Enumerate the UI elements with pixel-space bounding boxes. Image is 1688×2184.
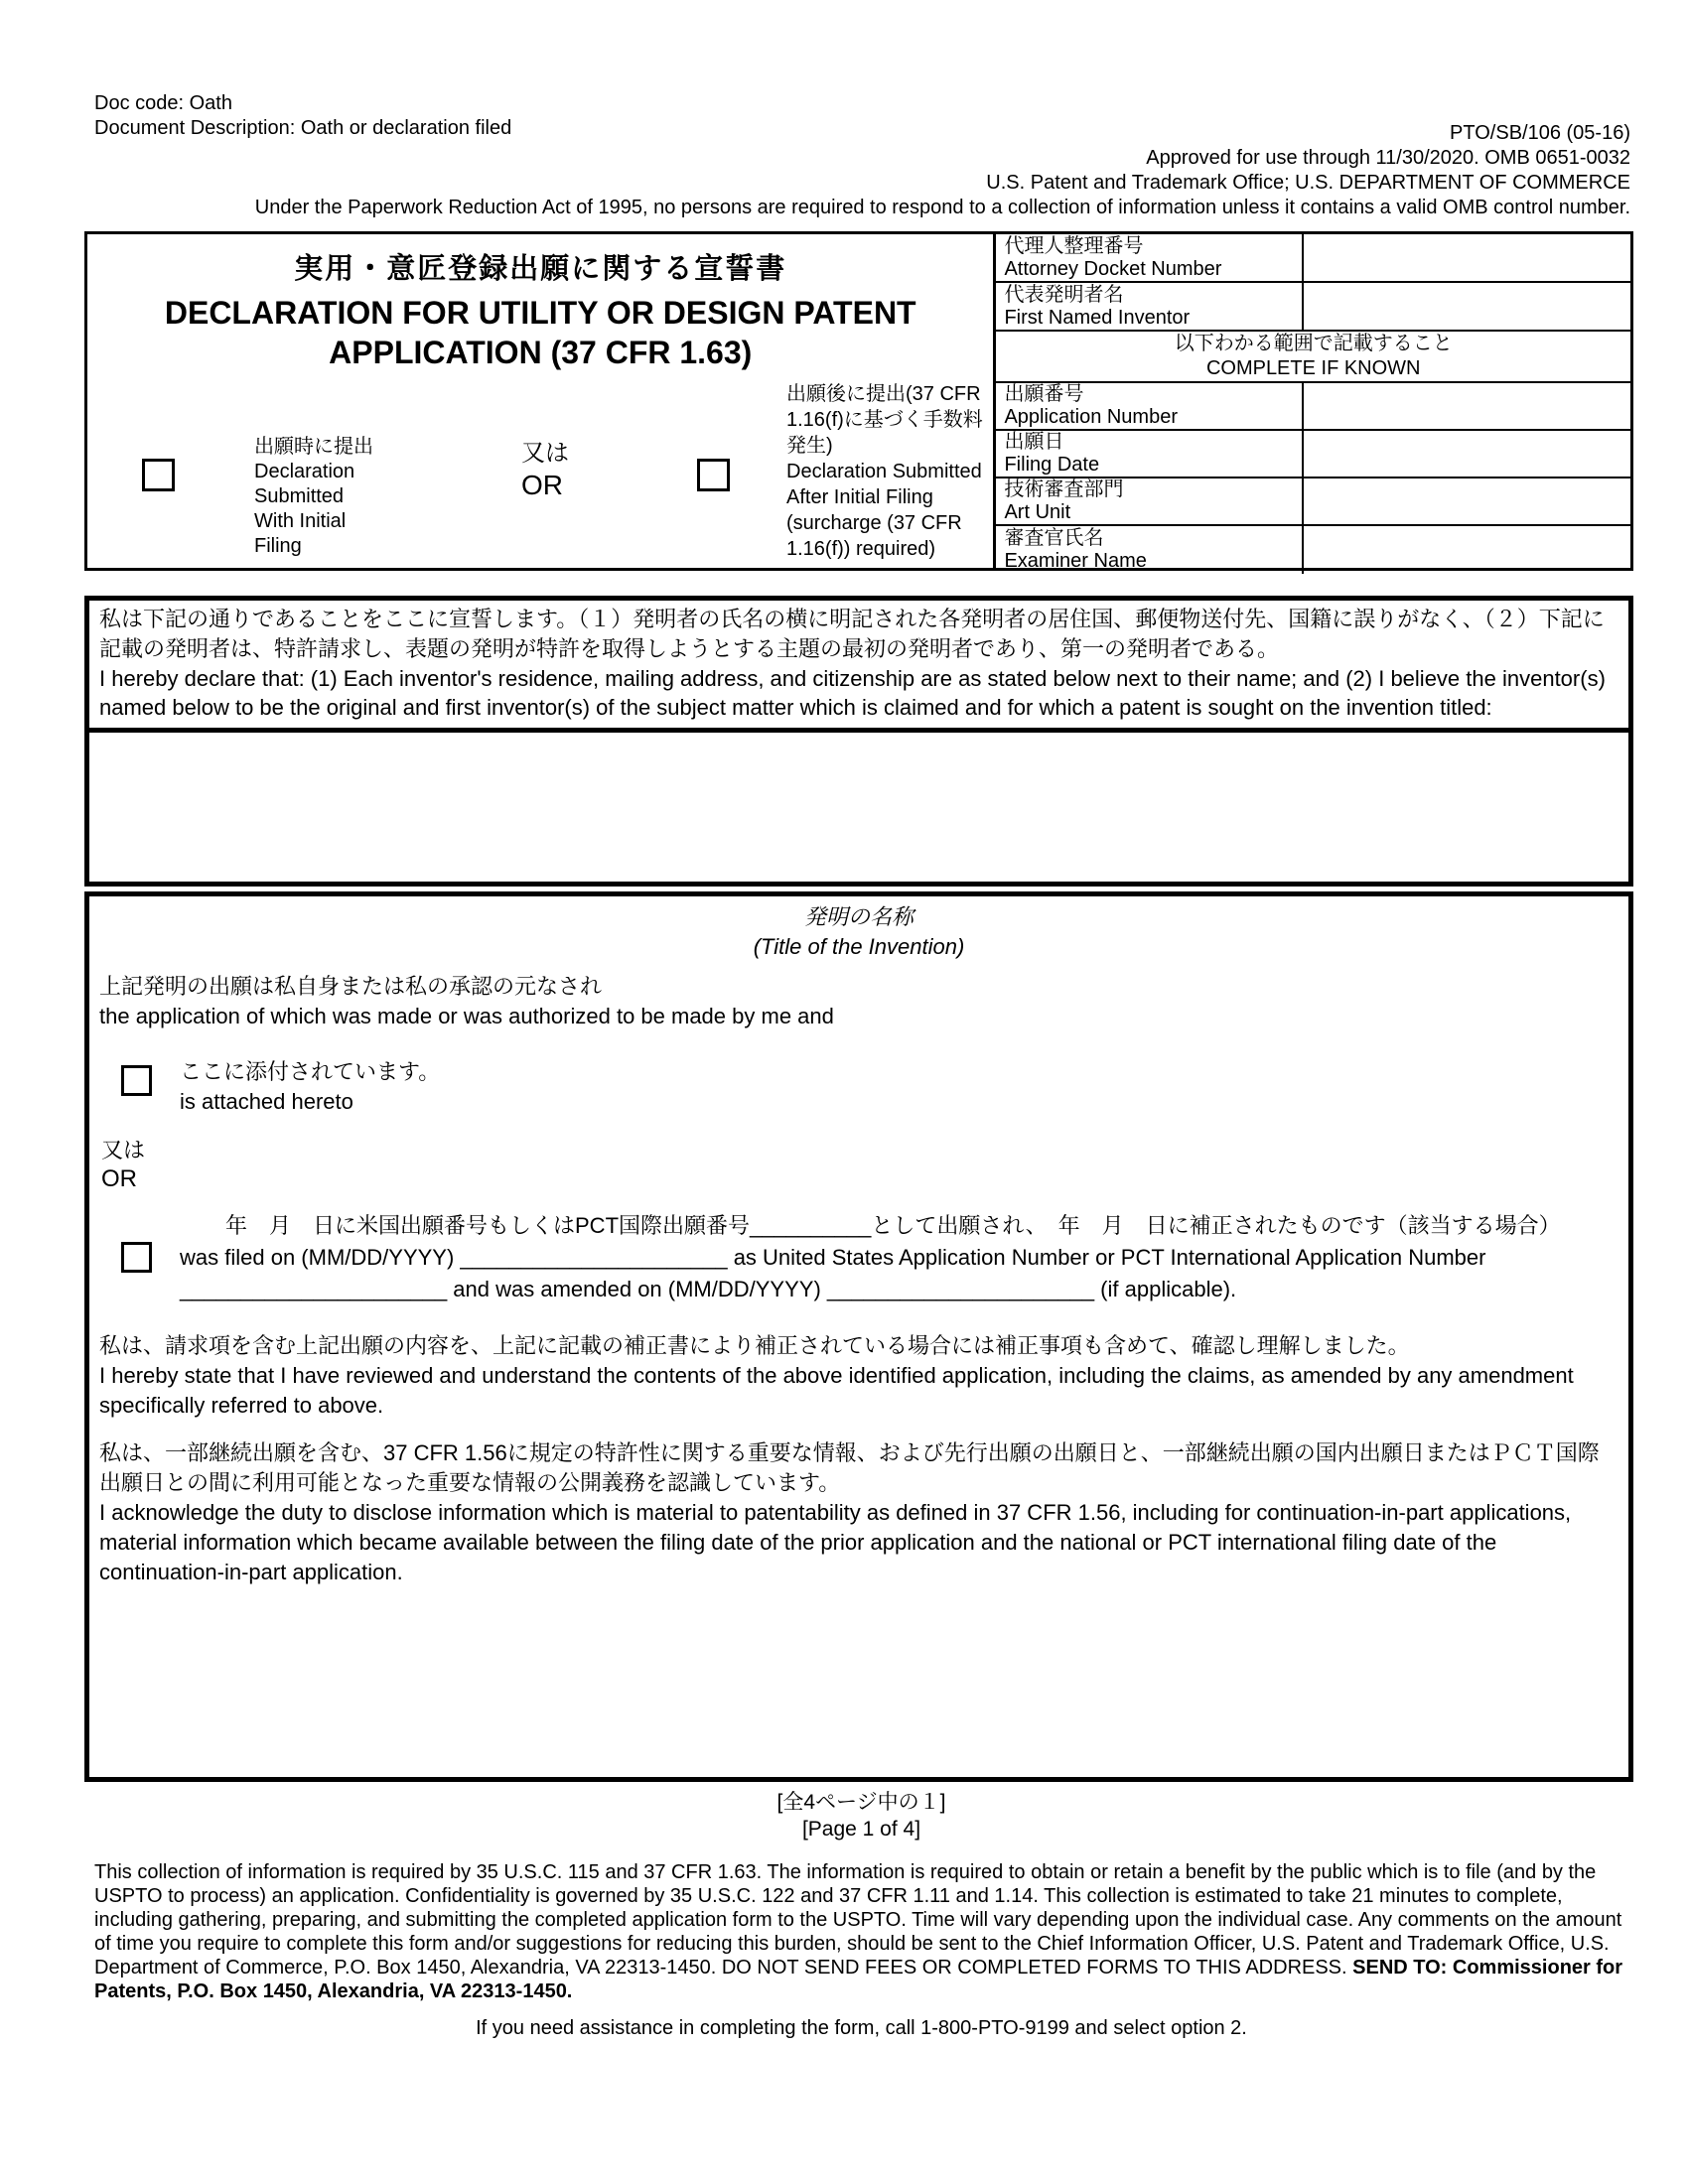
invention-title-heading-en: (Title of the Invention) <box>753 934 965 959</box>
filed-as-application-ja: 年 月 日に米国出願番号もしくはPCT国際出願番号__________として出願され、 年 月 日に補正されたものです（該当する場合） <box>225 1213 1561 1238</box>
table-row-art-unit <box>996 478 1630 526</box>
application-number-field[interactable] <box>1302 383 1630 429</box>
filed-as-application-option <box>121 1210 1618 1305</box>
attorney-docket-number-field[interactable] <box>1302 234 1630 281</box>
table-row-first-named-inventor <box>996 283 1630 332</box>
examiner-name-label-ja: 審査官氏名 <box>1004 527 1104 549</box>
header-left-panel <box>87 234 993 568</box>
duty-to-disclose-ja: 私は、一部継続出願を含む、37 CFR 1.56に規定の特許性に関する重要な情報、および先行出願の出願日と、一部継続出願の国内出願日またはＰＣＴ国際出願日との間に利用可能となった重要な情報の公開義務を認識しています。 <box>99 1440 1600 1495</box>
or-separator-header <box>521 439 569 502</box>
collection-notice <box>94 1860 1628 2003</box>
form-title-japanese: 実用・意匠登録出願に関する宣誓書 <box>294 253 787 285</box>
page-footer <box>94 1789 1628 2040</box>
complete-if-known-ja: 以下わかる範囲で記載すること <box>1174 333 1453 354</box>
form-title-block <box>87 234 993 372</box>
collection-notice-send-to: SEND TO: Commissioner for Patents, P.O. Box 1450, Alexandria, VA 22313-1450. <box>94 1957 1623 2002</box>
option1-label-en: Declaration Submitted With Initial Filing <box>254 461 355 557</box>
attached-hereto-option <box>121 1057 1618 1117</box>
examiner-name-label-en: Examiner Name <box>1004 550 1147 572</box>
declaration-after-filing-checkbox[interactable] <box>697 459 730 491</box>
art-unit-label <box>996 478 1302 524</box>
form-title-english-line1: DECLARATION FOR UTILITY OR DESIGN PATENT <box>164 295 916 331</box>
art-unit-label-en: Art Unit <box>1004 501 1071 523</box>
table-row-examiner-name <box>996 526 1630 574</box>
reviewed-statement-ja: 私は、請求項を含む上記出願の内容を、上記に記載の補正書により補正されている場合には補正事項も含めて、確認し理解しました。 <box>99 1333 1410 1358</box>
or-en-label: OR <box>521 470 563 500</box>
declaration-statement-en: I hereby declare that: (1) Each inventor's residence, mailing address, and citizenship are as stated below next to their name; and (2) I believe the inventor(s) named below to be the original and first inventor(s) of the subject matter which is claimed and for which a patent is sought on the invention titled: <box>99 666 1606 720</box>
doc-code: Doc code: Oath <box>94 92 232 114</box>
declaration-statement-box <box>84 596 1633 887</box>
first-named-inventor-label-ja: 代表発明者名 <box>1004 283 1124 306</box>
declaration-after-filing-label <box>786 381 995 562</box>
application-made-en: the application of which was made or was authorized to be made by me and <box>99 1004 834 1028</box>
first-named-inventor-field[interactable] <box>1302 283 1630 330</box>
filing-date-label <box>996 431 1302 477</box>
page-number-ja: [全4ページ中の１] <box>776 1791 946 1814</box>
filed-as-application-en-line2: ______________________ and was amended on (MM/DD/YYYY) ______________________ (if applicable). <box>180 1277 1237 1301</box>
filing-date-field[interactable] <box>1302 431 1630 477</box>
examiner-name-field[interactable] <box>1302 526 1630 574</box>
option2-label-en: Declaration Submitted After Initial Filing (surcharge (37 CFR 1.16(f)) required) <box>786 461 982 560</box>
omb-approval: Approved for use through 11/30/2020. OMB 0651-0032 <box>1146 147 1630 169</box>
or-ja-label: 又は <box>521 440 569 467</box>
application-made-ja: 上記発明の出願は私自身または私の承認の元なされ <box>99 974 603 999</box>
application-info-table <box>993 234 1630 572</box>
or-body-ja: 又は <box>101 1138 146 1162</box>
option2-label-ja: 出願後に提出(37 CFR 1.16(f)に基づく手数料発生) <box>786 383 983 457</box>
form-title-english <box>87 293 993 372</box>
form-title-english-line2: APPLICATION (37 CFR 1.63) <box>329 335 753 370</box>
table-row-application-number <box>996 383 1630 431</box>
declaration-statement-ja: 私は下記の通りであることをここに宣誓します。（１）発明者の氏名の横に明記された各発明者の居住国、郵便物送付先、国籍に誤りがなく、（２）下記に記載の発明者は、特許請求し、表題の発明が特許を取得しようとする主題の最初の発明者であり、第一の発明者である。 <box>99 607 1605 661</box>
table-row-filing-date <box>996 431 1630 478</box>
examiner-name-label <box>996 526 1302 574</box>
reviewed-statement-en: I hereby state that I have reviewed and understand the contents of the above identified application, including the claims, as amended by any amendment specifically referred to above. <box>99 1363 1574 1418</box>
application-number-label <box>996 383 1302 429</box>
page-number-en: [Page 1 of 4] <box>801 1818 921 1841</box>
application-number-label-en: Application Number <box>1004 406 1178 428</box>
invention-title-heading-ja: 発明の名称 <box>803 904 914 929</box>
duty-to-disclose-en: I acknowledge the duty to disclose information which is material to patentability as defined in 37 CFR 1.56, including for continuation-in-part applications, material information which became available between the filing date of the prior application and the national or PCT international filing date of the continuation-in-part application. <box>99 1500 1572 1584</box>
form-header-box <box>84 231 1633 571</box>
application-number-label-ja: 出願番号 <box>1004 383 1084 405</box>
declaration-statement <box>89 601 1628 728</box>
first-named-inventor-label <box>996 283 1302 330</box>
art-unit-field[interactable] <box>1302 478 1630 524</box>
attached-hereto-ja: ここに添付されています。 <box>180 1059 441 1084</box>
filed-as-application-checkbox[interactable] <box>121 1242 152 1273</box>
filed-as-application-en-line1: was filed on (MM/DD/YYYY) ______________________ as United States Application Number or PCT International Application Number <box>180 1245 1486 1270</box>
or-body-en: OR <box>101 1165 137 1192</box>
invention-title-entry-area[interactable] <box>89 728 1628 882</box>
first-named-inventor-label-en: First Named Inventor <box>1004 306 1191 329</box>
office-name: U.S. Patent and Trademark Office; U.S. DEPARTMENT OF COMMERCE <box>986 172 1630 194</box>
complete-if-known-banner <box>996 332 1630 383</box>
collection-notice-text: This collection of information is required by 35 U.S.C. 115 and 37 CFR 1.63. The information is required to obtain or retain a benefit by the public which is to file (and by the USPTO to process) an application. Confidentiality is governed by 35 U.S.C. 122 and 37 CFR 1.11 and 1.14. This collection is estimated to take 21 minutes to complete, including gathering, preparing, and submitting the completed application form to the USPTO. Time will vary depending upon the individual case. Any comments on the amount of time you require to complete this form and/or suggestions for reducing this burden, should be sent to the Chief Information Officer, U.S. Patent and Trademark Office, U.S. Department of Commerce, P.O. Box 1450, Alexandria, VA 22313-1450. DO NOT SEND FEES OR COMPLETED FORMS TO THIS ADDRESS. <box>94 1861 1622 1979</box>
complete-if-known-en: COMPLETE IF KNOWN <box>1205 357 1421 379</box>
filing-date-label-ja: 出願日 <box>1004 431 1064 453</box>
form-meta <box>255 121 1630 220</box>
table-row-attorney-docket <box>996 234 1630 283</box>
paperwork-act-notice: Under the Paperwork Reduction Act of 1995, no persons are required to respond to a collection of information unless it contains a valid OMB control number. <box>254 197 1630 218</box>
duty-to-disclose-statement <box>99 1438 1618 1587</box>
art-unit-label-ja: 技術審査部門 <box>1004 478 1124 500</box>
doc-description: Document Description: Oath or declaration filed <box>94 117 512 139</box>
attorney-docket-label-en: Attorney Docket Number <box>1004 257 1222 280</box>
filed-as-application-label <box>180 1210 1610 1305</box>
invention-title-heading <box>99 902 1618 962</box>
main-body-box <box>84 891 1633 1782</box>
option1-label-ja: 出願時に提出 <box>254 436 373 458</box>
reviewed-statement <box>99 1331 1618 1421</box>
attorney-docket-label-ja: 代理人整理番号 <box>1004 234 1144 257</box>
declaration-with-initial-filing-checkbox[interactable] <box>142 459 175 491</box>
application-made-statement <box>99 972 1618 1031</box>
filing-date-label-en: Filing Date <box>1004 454 1100 476</box>
declaration-with-initial-filing-label <box>254 435 375 559</box>
attached-hereto-en: is attached hereto <box>180 1089 353 1114</box>
attorney-docket-label <box>996 234 1302 281</box>
or-separator-body <box>101 1137 1618 1194</box>
form-number: PTO/SB/106 (05-16) <box>1450 122 1630 144</box>
attached-hereto-label <box>180 1057 440 1117</box>
attached-hereto-checkbox[interactable] <box>121 1065 152 1096</box>
assistance-line: If you need assistance in completing the form, call 1-800-PTO-9199 and select option 2. <box>476 2017 1247 2039</box>
